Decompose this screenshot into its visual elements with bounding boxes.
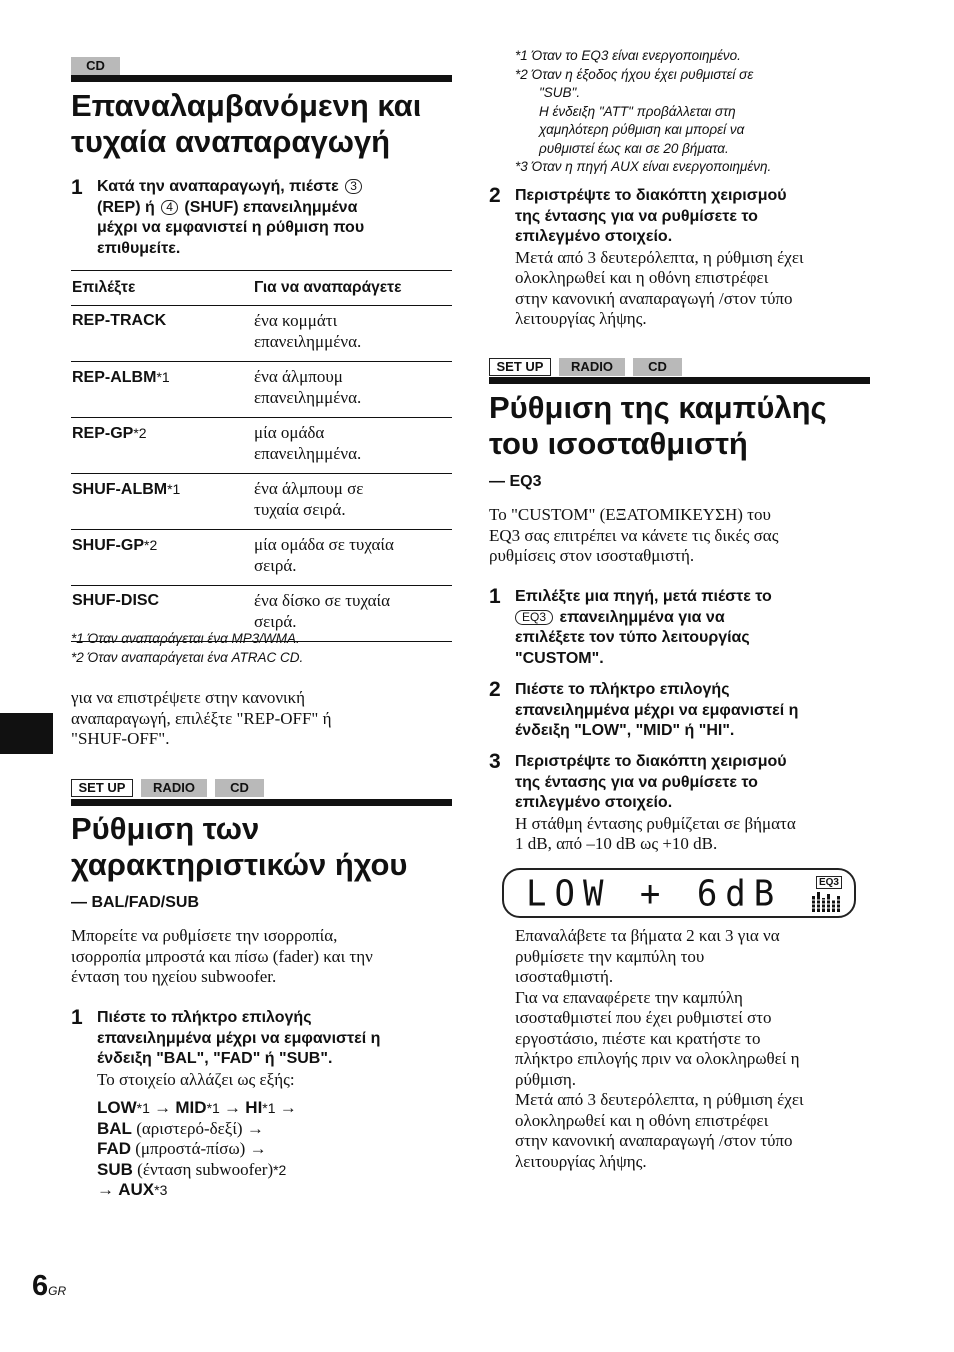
tag-setup: SET UP	[489, 358, 551, 376]
flow-item: AUX	[118, 1180, 155, 1199]
step-line: Πιέστε το πλήκτρο επιλογής	[97, 1009, 312, 1026]
table-row	[71, 362, 452, 418]
page-number	[32, 1270, 66, 1303]
paragraph-line: ισοσταθμιστεί που έχει ρυθμιστεί στο	[515, 1008, 772, 1027]
step-line: επανειλημμένα μέχρι να εμφανιστεί η	[97, 1029, 381, 1047]
desc-line: επανειλημμένα.	[254, 443, 362, 463]
step-line: Περιστρέψτε το διακόπτη χειρισμού	[515, 753, 787, 770]
step-line: επιλεγμένο στοιχείο.	[515, 228, 673, 245]
footnote: Η ένδειξη "ATT" προβάλλεται στη	[539, 103, 736, 119]
title-line: τυχαία αναπαραγωγή	[71, 124, 391, 159]
step-text-part: (REP) ή	[97, 198, 155, 216]
footnote: *1 Όταν αναπαράγεται ένα MP3/WMA.	[71, 631, 300, 646]
title-line: Ρύθμιση των	[71, 811, 260, 846]
flow-desc: (αριστερό-δεξί)	[136, 1118, 243, 1138]
step-text	[515, 680, 875, 742]
step-line: λειτουργίας λήψης.	[515, 309, 647, 328]
step-line: Περιστρέψτε το διακόπτη χειρισμού	[515, 187, 787, 204]
paragraph-line: EQ3 σας επιτρέπει να κάνετε τις δικές σας	[489, 525, 779, 545]
step-line	[515, 608, 875, 629]
step-text-part: επιθυμείτε.	[97, 239, 181, 257]
section-subtitle: — EQ3	[489, 473, 542, 490]
table-cell-desc	[253, 306, 452, 362]
table-cell-desc	[253, 474, 452, 530]
title-line: Ρύθμιση της καμπύλης	[489, 390, 827, 425]
step-line: στην κανονική αναπαραγωγή /στον τύπο	[515, 288, 793, 308]
lcd-text: LOW + 6dB	[526, 873, 783, 915]
arrow-right-icon: →	[246, 1118, 264, 1138]
step-text-part: επανειλημμένα για να	[559, 608, 725, 626]
key-3-icon: 3	[345, 179, 362, 194]
step-line: επανειλημμένα μέχρι να εμφανιστεί η	[515, 701, 799, 719]
step-line: Μετά από 3 δευτερόλεπτα, η ρύθμιση έχει	[515, 247, 804, 267]
mode-label: SHUF-GP	[72, 537, 144, 554]
eq3-key-icon: EQ3	[515, 610, 553, 625]
table-row	[71, 306, 452, 362]
flow-line	[97, 1098, 457, 1119]
step-line: της έντασης για να ρυθμίσετε το	[515, 207, 758, 225]
flow-line	[97, 1139, 457, 1160]
tag-setup: SET UP	[71, 779, 133, 797]
arrow-right-icon: →	[224, 1098, 242, 1117]
footnote: *1 Όταν το EQ3 είναι ενεργοποιημένο.	[515, 48, 741, 63]
flow-desc: (ένταση subwoofer)	[137, 1159, 274, 1179]
table-cell-desc	[253, 362, 452, 418]
flow-line	[97, 1160, 457, 1181]
desc-line: ένα άλμπουμ σε	[254, 479, 364, 498]
paragraph-line: Για να επαναφέρετε την καμπύλη	[515, 987, 743, 1007]
footnote-mark: *1	[167, 481, 181, 497]
step-number: 2	[489, 184, 501, 207]
table-cell-mode	[71, 474, 253, 530]
mode-label: REP-TRACK	[72, 312, 167, 329]
tag-cd: CD	[633, 358, 682, 376]
lcd-display	[502, 868, 856, 918]
flow-line	[97, 1119, 457, 1140]
title-line: Επαναλαμβανόμενη και	[71, 88, 422, 123]
paragraph-line: Μετά από 3 δευτερόλεπτα, η ρύθμιση έχει	[515, 1090, 804, 1109]
footnote-mark: *2	[144, 537, 158, 553]
table-cell-mode	[71, 306, 253, 362]
table-header: Επιλέξτε	[71, 271, 253, 306]
step-text-part: (SHUF) επανειλημμένα	[184, 198, 358, 216]
paragraph-line: ρύθμιση.	[515, 1069, 577, 1089]
step-number: 1	[489, 585, 501, 608]
desc-line: ένα δίσκο σε τυχαία	[254, 591, 391, 610]
footnote: *2 Όταν η έξοδος ήχου έχει ρυθμιστεί σε	[515, 66, 754, 82]
desc-line: επανειλημμένα.	[254, 387, 362, 407]
section-rule	[71, 799, 452, 806]
arrow-right-icon: →	[97, 1180, 114, 1199]
equalizer-bars-icon	[812, 890, 842, 912]
step-text-part: Κατά την αναπαραγωγή, πιέστε	[97, 178, 339, 195]
paragraph-line: ισορροπία μπροστά και πίσω (fader) και την	[71, 946, 373, 966]
chapter-marker	[0, 713, 53, 754]
title-line: του ισοσταθμιστή	[489, 426, 748, 461]
table-row	[71, 530, 452, 586]
step-line: Η στάθμη έντασης ρυθμίζεται σε βήματα	[515, 813, 796, 833]
step-line: Το στοιχείο αλλάζει ως εξής:	[97, 1069, 295, 1089]
desc-line: σειρά.	[254, 555, 297, 575]
title-line: χαρακτηριστικών ήχου	[71, 847, 408, 882]
arrow-right-icon: →	[279, 1098, 297, 1117]
paragraph-line: λειτουργίας λήψης.	[515, 1151, 647, 1171]
table-row	[71, 474, 452, 530]
paragraph-line: "SHUF-OFF".	[71, 729, 170, 748]
flow-desc: (μπροστά-πίσω)	[135, 1139, 246, 1158]
paragraph-line: ρυθμίσεις στον ισοσταθμιστή.	[489, 546, 695, 565]
section-tags	[71, 57, 120, 75]
eq3-badge: EQ3	[816, 876, 842, 889]
step-text	[515, 587, 875, 669]
footnote-mark: *2	[273, 1161, 287, 1178]
arrow-right-icon: →	[154, 1098, 172, 1117]
paragraph-line: αναπαραγωγή, επιλέξτε "REP-OFF" ή	[71, 708, 332, 728]
step-line: ολοκληρωθεί και η οθόνη επιστρέφει	[515, 268, 769, 287]
table-cell-mode	[71, 362, 253, 418]
arrow-right-icon: →	[249, 1139, 267, 1158]
section-title	[71, 811, 452, 883]
paragraph-line: Μπορείτε να ρυθμίσετε την ισορροπία,	[71, 926, 338, 945]
paragraph-line: εργοστάσιο, πιέστε και κρατήστε το	[515, 1028, 761, 1048]
table-row	[71, 418, 452, 474]
key-4-icon: 4	[161, 200, 178, 215]
step-line: επιλέξετε τον τύπο λειτουργίας	[515, 629, 750, 646]
footnote: *3 Όταν η πηγή AUX είναι ενεργοποιημένη.	[515, 159, 772, 174]
footnote-mark: *1	[136, 1100, 150, 1116]
repeat-mode-table	[71, 270, 452, 642]
paragraph-line: για να επιστρέψετε στην κανονική	[71, 688, 306, 707]
flow-item: BAL	[97, 1118, 132, 1138]
intro-paragraph	[489, 505, 870, 567]
desc-line: ένα κομμάτι	[254, 311, 338, 330]
step-line: ένδειξη "LOW", "MID" ή "HI".	[515, 722, 735, 739]
mode-label: SHUF-ALBM	[72, 481, 168, 498]
desc-line: τυχαία σειρά.	[254, 499, 346, 519]
footnote-mark: *1	[156, 369, 170, 385]
step-line: επιλεγμένο στοιχείο.	[515, 794, 673, 811]
tag-cd: CD	[215, 779, 264, 797]
step-line: της έντασης για να ρυθμίσετε το	[515, 773, 758, 791]
step-number: 3	[489, 750, 501, 773]
repeat-table-wrapper	[71, 270, 452, 642]
tag-radio: RADIO	[559, 358, 625, 376]
flow-item: MID	[175, 1098, 207, 1117]
step-line: "CUSTOM".	[515, 649, 604, 667]
paragraph-line: Το "CUSTOM" (ΕΞΑΤΟΜΙΚΕΥΣΗ) του	[489, 505, 771, 524]
step-number: 2	[489, 678, 501, 701]
paragraph-line: ρυθμίσετε την καμπύλη του	[515, 946, 705, 966]
step-line: ένδειξη "BAL", "FAD" ή "SUB".	[97, 1050, 333, 1067]
step-number: 1	[71, 1006, 83, 1029]
footnote-mark: *1	[206, 1100, 220, 1116]
step-text	[515, 752, 875, 855]
paragraph-line: ολοκληρωθεί και η οθόνη επιστρέφει	[515, 1110, 769, 1130]
paragraph-line: ισοσταθμιστή.	[515, 967, 614, 986]
table-header: Για να αναπαράγετε	[253, 271, 452, 306]
footnote: χαμηλότερη ρύθμιση και μπορεί να	[539, 122, 745, 137]
footnotes	[515, 47, 875, 177]
step-line: Πιέστε το πλήκτρο επιλογής	[515, 681, 730, 698]
step-line: 1 dB, από –10 dB ως +10 dB.	[515, 834, 718, 853]
step-text	[515, 186, 875, 330]
step-text	[97, 177, 452, 259]
table-cell-mode	[71, 418, 253, 474]
page-number-value: 6	[32, 1270, 49, 1302]
desc-line: ένα άλμπουμ	[254, 367, 343, 386]
tag-cd: CD	[71, 57, 120, 75]
section-title	[489, 390, 870, 462]
flow-item: SUB	[97, 1159, 133, 1179]
return-paragraph	[71, 688, 452, 750]
item-flow	[97, 1098, 457, 1201]
section-tags	[71, 779, 264, 797]
paragraph-line: ένταση του ηχείου subwoofer.	[71, 967, 277, 986]
section-tags	[489, 358, 682, 376]
footnote-mark: *3	[154, 1182, 168, 1198]
section-rule	[71, 75, 452, 82]
table-cell-desc	[253, 530, 452, 586]
step-text-part: μέχρι να εμφανιστεί η ρύθμιση που	[97, 219, 365, 236]
flow-line	[97, 1180, 457, 1201]
flow-item: LOW	[97, 1098, 137, 1117]
after-paragraph	[515, 926, 875, 1172]
flow-item: HI	[245, 1098, 263, 1117]
section-rule	[489, 377, 870, 384]
intro-paragraph	[71, 926, 452, 988]
paragraph-line: στην κανονική αναπαραγωγή /στον τύπο	[515, 1131, 793, 1150]
section-subtitle: — BAL/FAD/SUB	[71, 894, 199, 911]
footnote: "SUB".	[539, 85, 581, 100]
mode-label: REP-ALBM	[72, 369, 157, 386]
table-footnotes	[71, 630, 452, 667]
page-suffix: GR	[48, 1284, 67, 1298]
step-text	[97, 1008, 457, 1090]
paragraph-line: Επαναλάβετε τα βήματα 2 και 3 για να	[515, 926, 780, 945]
desc-line: επανειλημμένα.	[254, 331, 362, 351]
desc-line: μία ομάδα	[254, 423, 325, 442]
footnote: ρυθμιστεί έως και σε 20 βήματα.	[539, 140, 729, 156]
mode-label: SHUF-DISC	[72, 592, 160, 609]
step-line: Επιλέξτε μια πηγή, μετά πιέστε το	[515, 588, 772, 605]
step-number: 1	[71, 176, 83, 199]
footnote: *2 Όταν αναπαράγεται ένα ATRAC CD.	[71, 649, 304, 665]
mode-label: REP-GP	[72, 425, 134, 442]
section-title	[71, 88, 452, 160]
flow-item: FAD	[97, 1139, 131, 1158]
tag-radio: RADIO	[141, 779, 207, 797]
desc-line: μία ομάδα σε τυχαία	[254, 535, 394, 554]
footnote-mark: *2	[133, 425, 147, 441]
table-cell-mode	[71, 530, 253, 586]
table-cell-desc	[253, 418, 452, 474]
desc-line: σειρά.	[254, 611, 297, 631]
footnote-mark: *1	[262, 1100, 276, 1116]
paragraph-line: πλήκτρο επιλογής πριν να ολοκληρωθεί η	[515, 1049, 800, 1068]
